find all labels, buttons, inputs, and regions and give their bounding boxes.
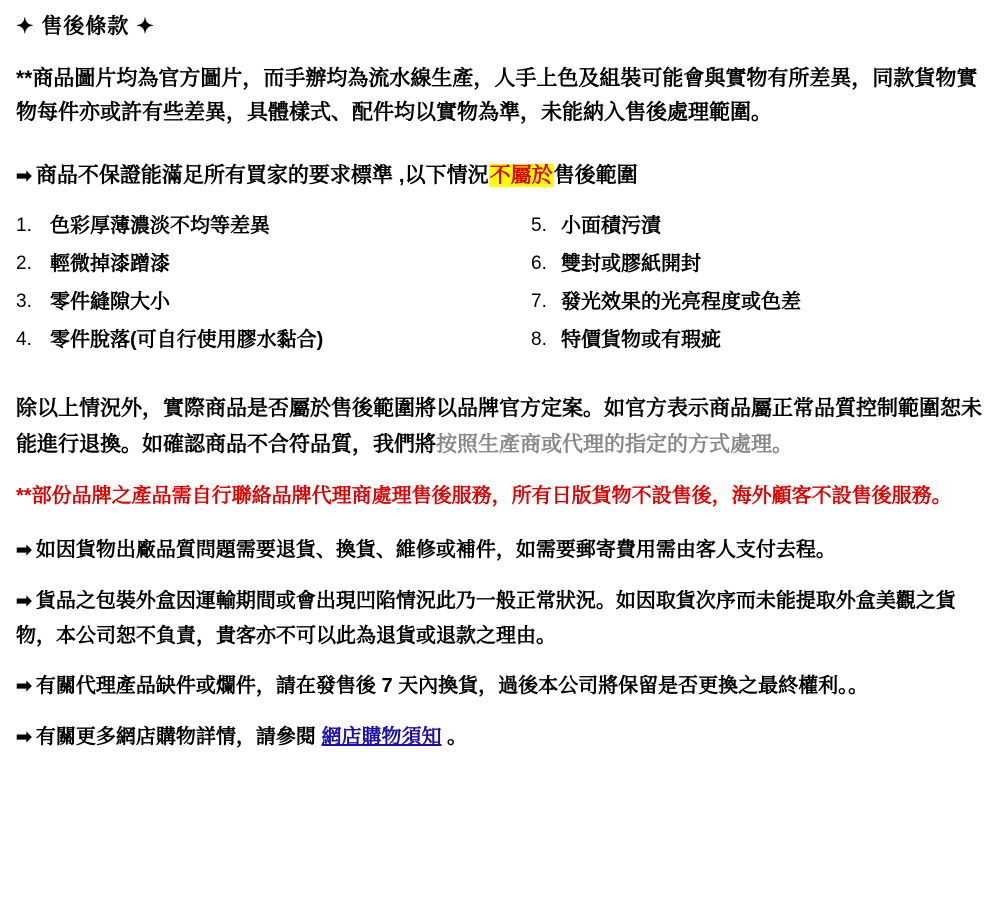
exclusion-heading-highlight: 不屬於 bbox=[489, 164, 553, 187]
list-item bbox=[16, 283, 501, 321]
red-notice: **部份品牌之產品需自行聯絡品牌代理商處理售後服務，所有日版貨物不設售後，海外顧客不設售後服務。 bbox=[16, 485, 952, 507]
list-item-label: 雙封或膠紙開封 bbox=[561, 253, 701, 275]
list-item-label: 特價貨物或有瑕疵 bbox=[561, 329, 721, 351]
list-item-number: 7. bbox=[531, 291, 547, 312]
list-item-number: 2. bbox=[16, 253, 32, 274]
note-shipping-label: 如因貨物出廠品質問題需要退貨、換貨、維修或補件，如需要郵寄費用需由客人支付去程。 bbox=[35, 539, 836, 561]
note-shipping bbox=[16, 533, 986, 568]
arrow-icon: ➡ bbox=[16, 676, 32, 697]
list-item bbox=[531, 207, 986, 245]
list-item-number: 6. bbox=[531, 253, 547, 274]
list-item bbox=[16, 321, 501, 359]
exclusion-lists bbox=[16, 207, 986, 359]
arrow-icon: ➡ bbox=[16, 540, 32, 561]
page-title: ✦ 售後條款 ✦ bbox=[16, 15, 155, 38]
note-packaging bbox=[16, 584, 986, 653]
policy-paragraph-gray: 按照生產商或代理的指定的方式處理。 bbox=[436, 433, 793, 456]
note-more-info bbox=[16, 720, 986, 755]
policy-paragraph-black: 除以上情況外，實際商品是否屬於售後範圍將以品牌官方定案。如官方表示商品屬正常品質控制範圍恕未能進行退換。如確認商品不合符品質，我們將 bbox=[16, 397, 982, 456]
list-item bbox=[531, 245, 986, 283]
aftersales-terms-document bbox=[0, 10, 1002, 902]
note-defective-label: 有關代理產品缺件或爛件，請在發售後 7 天內換貨，過後本公司將保留是否更換之最終權利。。 bbox=[35, 675, 869, 697]
list-item-number: 5. bbox=[531, 215, 547, 236]
list-item-label: 小面積污漬 bbox=[561, 215, 661, 237]
intro-paragraph: **商品圖片均為官方圖片，而手辦均為流水線生產，人手上色及組裝可能會與實物有所差異，同款貨物實物每件亦或許有些差異，具體樣式、配件均以實物為準，未能納入售後處理範圍。 bbox=[16, 67, 978, 124]
list-item bbox=[531, 283, 986, 321]
exclusion-heading-prefix: 商品不保證能滿足所有買家的要求標準 ,以下情況 bbox=[35, 164, 489, 187]
list-item bbox=[16, 207, 501, 245]
list-item-label: 零件縫隙大小 bbox=[50, 291, 170, 313]
exclusion-list-right bbox=[501, 207, 986, 359]
list-item-label: 零件脫落(可自行使用膠水黏合) bbox=[50, 329, 324, 351]
note-defective bbox=[16, 669, 986, 704]
exclusion-heading-suffix: 售後範圍 bbox=[553, 164, 638, 187]
note-packaging-label: 貨品之包裝外盒因運輸期間或會出現凹陷情況此乃一般正常狀況。如因取貨次序而未能提取外盒美觀之貨物，本公司恕不負責，貴客亦不可以此為退貨或退款之理由。 bbox=[16, 590, 956, 647]
shopping-guide-link[interactable]: 網店購物須知 bbox=[321, 726, 442, 748]
list-item bbox=[16, 245, 501, 283]
list-item-label: 發光效果的光亮程度或色差 bbox=[561, 291, 801, 313]
arrow-icon: ➡ bbox=[16, 166, 32, 187]
arrow-icon: ➡ bbox=[16, 727, 32, 748]
exclusion-heading bbox=[16, 160, 986, 193]
list-item-number: 4. bbox=[16, 329, 32, 350]
list-item-number: 1. bbox=[16, 215, 32, 236]
arrow-icon: ➡ bbox=[16, 591, 32, 612]
list-item bbox=[531, 321, 986, 359]
note-more-info-prefix: 有關更多網店購物詳情，請參閱 bbox=[35, 726, 322, 748]
list-item-number: 3. bbox=[16, 291, 32, 312]
exclusion-list-left bbox=[16, 207, 501, 359]
list-item-number: 8. bbox=[531, 329, 547, 350]
list-item-label: 色彩厚薄濃淡不均等差異 bbox=[50, 215, 270, 237]
policy-paragraph bbox=[16, 391, 986, 463]
note-more-info-suffix: 。 bbox=[441, 726, 468, 748]
list-item-label: 輕微掉漆蹭漆 bbox=[50, 253, 170, 275]
